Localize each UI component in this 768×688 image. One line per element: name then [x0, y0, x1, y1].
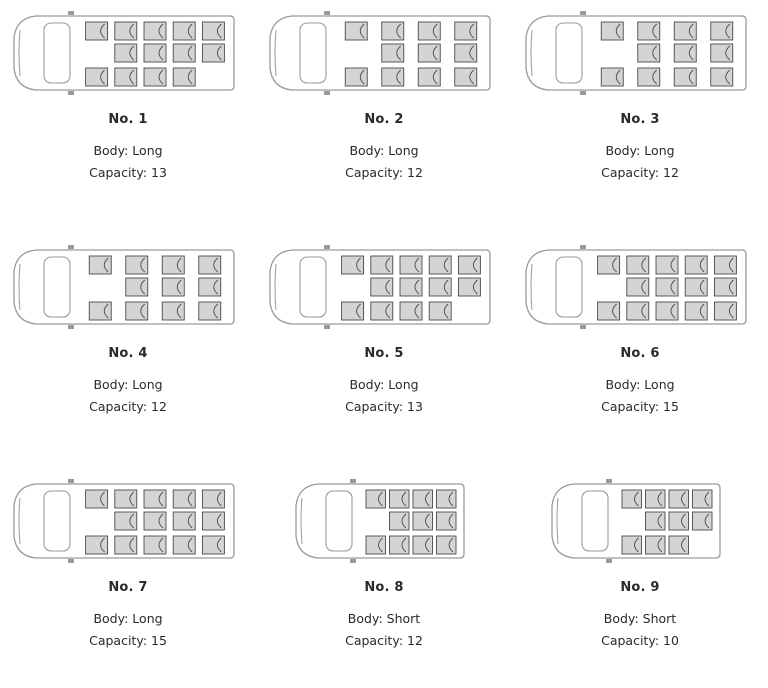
mirror-icon — [580, 245, 586, 249]
seat-icon — [371, 278, 393, 296]
layout-title: No. 5 — [364, 346, 404, 361]
body-value: Short — [642, 611, 677, 626]
mirror-icon — [580, 11, 586, 15]
layout-title: No. 8 — [364, 580, 404, 595]
van-floorplan-9 — [520, 476, 760, 566]
mirror-icon — [606, 479, 612, 483]
layout-card-8 — [256, 468, 512, 688]
layout-card-4 — [0, 234, 256, 454]
seat-icon — [714, 278, 736, 296]
seat-icon — [199, 256, 221, 274]
mirror-icon — [68, 559, 74, 563]
seat-icon — [418, 44, 440, 62]
seat-icon — [162, 302, 184, 320]
seat-icon — [638, 44, 660, 62]
seat-icon — [437, 512, 457, 530]
seat-icon — [115, 512, 137, 530]
seat-icon — [144, 44, 166, 62]
seat-icon — [199, 302, 221, 320]
dashboard-line — [19, 498, 20, 544]
seat-icon — [144, 68, 166, 86]
seat-icon — [144, 490, 166, 508]
body-value: Long — [132, 143, 163, 158]
seat-icon — [382, 22, 404, 40]
dashboard-line — [275, 30, 276, 76]
seat-icon — [646, 536, 666, 554]
body-value: Long — [132, 377, 163, 392]
seat-icon — [693, 490, 713, 508]
layout-title: No. 2 — [364, 112, 404, 127]
seat-icon — [656, 302, 678, 320]
seat-icon — [685, 278, 707, 296]
seat-icon — [669, 512, 689, 530]
seat-icon — [458, 256, 480, 274]
layout-title: No. 9 — [620, 580, 660, 595]
mirror-icon — [68, 91, 74, 95]
capacity-line: Capacity: 12 — [345, 633, 423, 648]
body-value: Long — [644, 143, 675, 158]
van-floorplan-2 — [264, 8, 504, 98]
seat-icon — [345, 22, 367, 40]
windshield-outline — [326, 491, 352, 551]
seat-icon — [455, 22, 477, 40]
seat-icon — [202, 22, 224, 40]
seat-icon — [86, 536, 108, 554]
layout-title: No. 6 — [620, 346, 660, 361]
layout-title: No. 7 — [108, 580, 148, 595]
mirror-icon — [68, 11, 74, 15]
body-type-line: Body: Short — [347, 611, 421, 626]
capacity-label: Capacity — [345, 399, 399, 414]
seat-icon — [429, 278, 451, 296]
windshield-outline — [556, 23, 582, 83]
body-label: Body — [349, 377, 381, 392]
mirror-icon — [68, 479, 74, 483]
seat-icon — [162, 278, 184, 296]
seat-icon — [601, 68, 623, 86]
seat-icon — [115, 490, 137, 508]
layout-card-5 — [256, 234, 512, 454]
seat-icon — [86, 22, 108, 40]
seat-icon — [601, 22, 623, 40]
seat-icon — [413, 512, 433, 530]
seat-icon — [622, 536, 642, 554]
body-label: Body — [93, 377, 125, 392]
seat-icon — [598, 302, 620, 320]
layout-card-3 — [512, 0, 768, 220]
seat-icon — [437, 490, 457, 508]
van-floorplan-5 — [264, 242, 504, 332]
seat-icon — [144, 22, 166, 40]
mirror-icon — [324, 91, 330, 95]
capacity-label: Capacity — [345, 633, 399, 648]
seat-icon — [598, 256, 620, 274]
windshield-outline — [582, 491, 608, 551]
seat-icon — [455, 68, 477, 86]
mirror-icon — [350, 479, 356, 483]
capacity-value: 15 — [151, 633, 167, 648]
capacity-line: Capacity: 13 — [89, 165, 167, 180]
layout-card-7 — [0, 468, 256, 688]
seat-icon — [86, 490, 108, 508]
capacity-value: 15 — [663, 399, 679, 414]
mirror-icon — [68, 245, 74, 249]
seat-icon — [714, 256, 736, 274]
layout-title: No. 4 — [108, 346, 148, 361]
layout-card-9 — [512, 468, 768, 688]
capacity-label: Capacity — [601, 165, 655, 180]
seat-icon — [390, 512, 410, 530]
seat-icon — [622, 490, 642, 508]
seat-icon — [685, 302, 707, 320]
seat-icon — [646, 512, 666, 530]
windshield-outline — [300, 257, 326, 317]
capacity-label: Capacity — [601, 399, 655, 414]
seat-icon — [669, 490, 689, 508]
seat-icon — [89, 256, 111, 274]
layout-card-1 — [0, 0, 256, 220]
capacity-value: 13 — [151, 165, 167, 180]
seat-icon — [627, 278, 649, 296]
seat-icon — [638, 22, 660, 40]
body-label: Body — [605, 377, 637, 392]
van-floorplan-7 — [8, 476, 248, 566]
seat-icon — [390, 490, 410, 508]
body-type-line: Body: Long — [93, 611, 163, 626]
seat-icon — [115, 536, 137, 554]
seat-icon — [371, 256, 393, 274]
capacity-label: Capacity — [601, 633, 655, 648]
windshield-outline — [44, 257, 70, 317]
seat-icon — [342, 302, 364, 320]
seat-icon — [669, 536, 689, 554]
mirror-icon — [606, 559, 612, 563]
van-floorplan-4 — [8, 242, 248, 332]
body-type-line: Body: Long — [605, 377, 675, 392]
layout-card-6 — [512, 234, 768, 454]
capacity-value: 12 — [663, 165, 679, 180]
seat-icon — [458, 278, 480, 296]
seat-icon — [646, 490, 666, 508]
van-floorplan-6 — [520, 242, 760, 332]
capacity-label: Capacity — [89, 399, 143, 414]
seat-icon — [202, 512, 224, 530]
windshield-outline — [300, 23, 326, 83]
seat-icon — [86, 68, 108, 86]
body-label: Body — [349, 143, 381, 158]
seat-icon — [173, 490, 195, 508]
dashboard-line — [19, 264, 20, 310]
van-floorplan-1 — [8, 8, 248, 98]
mirror-icon — [580, 91, 586, 95]
seat-icon — [173, 536, 195, 554]
windshield-outline — [44, 491, 70, 551]
seat-icon — [429, 302, 451, 320]
mirror-icon — [324, 245, 330, 249]
seat-icon — [345, 68, 367, 86]
seat-icon — [418, 68, 440, 86]
seat-icon — [366, 490, 386, 508]
dashboard-line — [19, 30, 20, 76]
seat-icon — [674, 44, 696, 62]
capacity-line: Capacity: 13 — [345, 399, 423, 414]
seat-icon — [455, 44, 477, 62]
van-floorplan-8 — [264, 476, 504, 566]
seat-icon — [400, 256, 422, 274]
body-label: Body — [603, 611, 635, 626]
mirror-icon — [580, 325, 586, 329]
capacity-label: Capacity — [89, 633, 143, 648]
seat-icon — [638, 68, 660, 86]
dashboard-line — [557, 498, 558, 544]
capacity-value: 12 — [151, 399, 167, 414]
body-value: Long — [388, 143, 419, 158]
seat-icon — [115, 68, 137, 86]
seat-icon — [366, 536, 386, 554]
body-type-line: Body: Long — [349, 143, 419, 158]
seat-icon — [371, 302, 393, 320]
body-type-line: Body: Long — [349, 377, 419, 392]
body-type-line: Body: Long — [93, 377, 163, 392]
seat-icon — [342, 256, 364, 274]
body-value: Short — [386, 611, 421, 626]
seat-icon — [126, 256, 148, 274]
seat-icon — [144, 512, 166, 530]
capacity-line: Capacity: 12 — [601, 165, 679, 180]
seat-icon — [126, 302, 148, 320]
seat-icon — [711, 44, 733, 62]
seat-icon — [656, 278, 678, 296]
mirror-icon — [324, 325, 330, 329]
capacity-value: 12 — [407, 165, 423, 180]
seat-icon — [162, 256, 184, 274]
mirror-icon — [350, 559, 356, 563]
mirror-icon — [68, 325, 74, 329]
seat-icon — [418, 22, 440, 40]
seat-icon — [429, 256, 451, 274]
seat-icon — [115, 44, 137, 62]
seat-icon — [173, 44, 195, 62]
body-label: Body — [93, 611, 125, 626]
seat-icon — [714, 302, 736, 320]
van-floorplan-3 — [520, 8, 760, 98]
body-type-line: Body: Long — [93, 143, 163, 158]
seat-icon — [382, 68, 404, 86]
seat-icon — [202, 536, 224, 554]
body-value: Long — [644, 377, 675, 392]
capacity-line: Capacity: 10 — [601, 633, 679, 648]
seat-icon — [173, 68, 195, 86]
seat-icon — [202, 44, 224, 62]
dashboard-line — [275, 264, 276, 310]
seat-icon — [400, 278, 422, 296]
layout-title: No. 3 — [620, 112, 660, 127]
body-label: Body — [347, 611, 379, 626]
dashboard-line — [531, 30, 532, 76]
seat-icon — [711, 22, 733, 40]
body-label: Body — [605, 143, 637, 158]
seat-icon — [627, 302, 649, 320]
seat-icon — [674, 68, 696, 86]
seat-icon — [674, 22, 696, 40]
seat-icon — [144, 536, 166, 554]
seat-icon — [685, 256, 707, 274]
windshield-outline — [556, 257, 582, 317]
capacity-value: 12 — [407, 633, 423, 648]
seat-icon — [382, 44, 404, 62]
seat-icon — [413, 490, 433, 508]
seat-icon — [437, 536, 457, 554]
layout-card-2 — [256, 0, 512, 220]
capacity-value: 10 — [663, 633, 679, 648]
capacity-line: Capacity: 15 — [89, 633, 167, 648]
body-value: Long — [132, 611, 163, 626]
seat-icon — [400, 302, 422, 320]
capacity-value: 13 — [407, 399, 423, 414]
capacity-line: Capacity: 12 — [89, 399, 167, 414]
seat-icon — [390, 536, 410, 554]
capacity-label: Capacity — [89, 165, 143, 180]
body-type-line: Body: Long — [605, 143, 675, 158]
mirror-icon — [324, 11, 330, 15]
body-value: Long — [388, 377, 419, 392]
seat-icon — [173, 512, 195, 530]
windshield-outline — [44, 23, 70, 83]
capacity-line: Capacity: 12 — [345, 165, 423, 180]
capacity-line: Capacity: 15 — [601, 399, 679, 414]
seat-icon — [693, 512, 713, 530]
capacity-label: Capacity — [345, 165, 399, 180]
seat-icon — [115, 22, 137, 40]
seat-icon — [89, 302, 111, 320]
body-type-line: Body: Short — [603, 611, 677, 626]
seat-icon — [199, 278, 221, 296]
seat-icon — [202, 490, 224, 508]
body-label: Body — [93, 143, 125, 158]
dashboard-line — [301, 498, 302, 544]
seat-icon — [656, 256, 678, 274]
seat-icon — [126, 278, 148, 296]
seat-icon — [173, 22, 195, 40]
dashboard-line — [531, 264, 532, 310]
seat-icon — [711, 68, 733, 86]
layout-title: No. 1 — [108, 112, 148, 127]
seat-icon — [627, 256, 649, 274]
seat-icon — [413, 536, 433, 554]
